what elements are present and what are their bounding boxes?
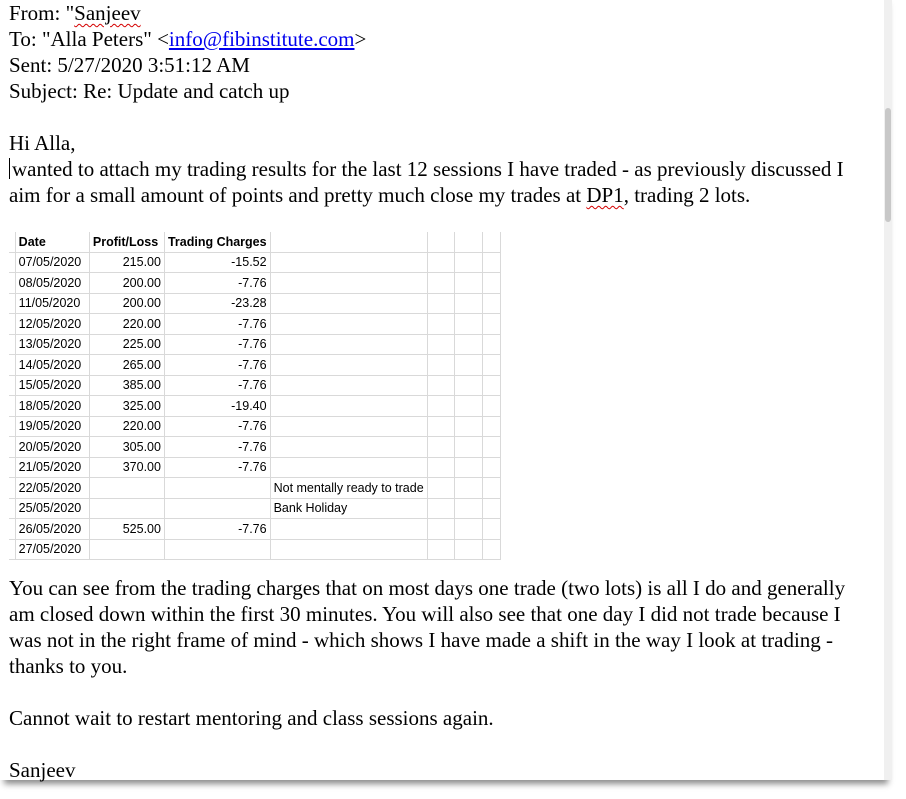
table-row	[9, 273, 501, 294]
cell-profit-loss: 325.00	[89, 396, 164, 417]
table-row	[9, 478, 501, 499]
cell-trading-charges: -7.76	[164, 375, 270, 396]
intro-text-b: , trading 2 lots.	[623, 183, 751, 207]
cell-note	[270, 416, 427, 437]
cell-profit-loss: 220.00	[89, 314, 164, 335]
from-line	[9, 0, 874, 26]
greeting: Hi Alla,	[9, 131, 76, 155]
cell-profit-loss: 305.00	[89, 437, 164, 458]
cell-date: 08/05/2020	[15, 273, 89, 294]
signature: Sanjeev	[9, 758, 76, 782]
table-row	[9, 375, 501, 396]
cell-date: 22/05/2020	[15, 478, 89, 499]
cell-note	[270, 293, 427, 314]
cell-trading-charges: -19.40	[164, 396, 270, 417]
header-trading-charges: Trading Charges	[164, 232, 270, 252]
sent-line: Sent: 5/27/2020 3:51:12 AM	[9, 53, 250, 77]
cell-date: 18/05/2020	[15, 396, 89, 417]
cell-note	[270, 519, 427, 540]
scrollbar-thumb[interactable]	[885, 108, 891, 222]
cell-trading-charges	[164, 539, 270, 560]
cell-trading-charges: -23.28	[164, 293, 270, 314]
table-header-row	[9, 232, 501, 252]
table-row	[9, 457, 501, 478]
cell-note	[270, 314, 427, 335]
table-row	[9, 334, 501, 355]
table-row	[9, 314, 501, 335]
intro-paragraph[interactable]	[9, 156, 874, 208]
cell-trading-charges	[164, 478, 270, 499]
cell-date: 26/05/2020	[15, 519, 89, 540]
cell-date: 11/05/2020	[15, 293, 89, 314]
cell-note	[270, 273, 427, 294]
cell-date: 19/05/2020	[15, 416, 89, 437]
email-body-continued	[9, 575, 874, 783]
cell-profit-loss: 370.00	[89, 457, 164, 478]
table-row	[9, 437, 501, 458]
text-caret	[9, 158, 10, 179]
cell-profit-loss	[89, 539, 164, 560]
vertical-scrollbar[interactable]	[884, 0, 892, 780]
header-date: Date	[15, 232, 89, 252]
cell-date: 25/05/2020	[15, 498, 89, 519]
cell-trading-charges: -7.76	[164, 457, 270, 478]
trading-results-sheet	[9, 232, 501, 557]
cell-trading-charges: -7.76	[164, 334, 270, 355]
to-email-link[interactable]: info@fibinstitute.com	[168, 27, 355, 51]
cell-trading-charges: -15.52	[164, 252, 270, 273]
paragraph-mentoring: Cannot wait to restart mentoring and class sessions again.	[9, 706, 494, 730]
cell-date: 15/05/2020	[15, 375, 89, 396]
table-row	[9, 498, 501, 519]
cell-profit-loss: 225.00	[89, 334, 164, 355]
cell-note	[270, 437, 427, 458]
cell-note	[270, 396, 427, 417]
cell-profit-loss	[89, 498, 164, 519]
trading-results-table	[9, 232, 501, 560]
cell-profit-loss: 220.00	[89, 416, 164, 437]
cell-profit-loss: 215.00	[89, 252, 164, 273]
cell-trading-charges: -7.76	[164, 314, 270, 335]
cell-note	[270, 539, 427, 560]
cell-trading-charges: -7.76	[164, 437, 270, 458]
subject-line: Subject: Re: Update and catch up	[9, 79, 290, 103]
paragraph-charges: You can see from the trading charges that on most days one trade (two lots) is all I do and generally am closed down within the first 30 minutes. You will also see that one day I did not trade because I was not in the right frame of mind - which shows I have made a shift in the way I look at trading - thanks to you.	[9, 576, 846, 678]
cell-note	[270, 334, 427, 355]
cell-note	[270, 457, 427, 478]
cell-note: Bank Holiday	[270, 498, 427, 519]
header-profit-loss: Profit/Loss	[89, 232, 164, 252]
cell-profit-loss: 200.00	[89, 273, 164, 294]
cell-trading-charges: -7.76	[164, 273, 270, 294]
cell-profit-loss: 525.00	[89, 519, 164, 540]
cell-note	[270, 375, 427, 396]
cell-trading-charges	[164, 498, 270, 519]
intro-dp: DP1	[586, 183, 624, 207]
cell-date: 20/05/2020	[15, 437, 89, 458]
cell-note	[270, 355, 427, 376]
to-suffix: >	[354, 27, 367, 51]
table-row	[9, 293, 501, 314]
table-row	[9, 519, 501, 540]
cell-profit-loss: 200.00	[89, 293, 164, 314]
cell-date: 27/05/2020	[15, 539, 89, 560]
table-row	[9, 396, 501, 417]
cell-profit-loss: 265.00	[89, 355, 164, 376]
from-label: From: "	[9, 1, 75, 25]
cell-trading-charges: -7.76	[164, 416, 270, 437]
cell-note: Not mentally ready to trade	[270, 478, 427, 499]
table-row	[9, 252, 501, 273]
cell-profit-loss	[89, 478, 164, 499]
email-body	[9, 0, 874, 208]
table-row	[9, 355, 501, 376]
cell-date: 07/05/2020	[15, 252, 89, 273]
cell-note	[270, 252, 427, 273]
cell-date: 21/05/2020	[15, 457, 89, 478]
cell-trading-charges: -7.76	[164, 519, 270, 540]
cell-date: 14/05/2020	[15, 355, 89, 376]
from-name: Sanjeev	[74, 1, 141, 25]
table-row	[9, 416, 501, 437]
table-row	[9, 539, 501, 560]
intro-text-a: wanted to attach my trading results for the last 12 sessions I have traded - as previously discussed I aim for a small amount of points and pretty much close my trades at	[9, 157, 844, 207]
cell-date: 13/05/2020	[15, 334, 89, 355]
cell-date: 12/05/2020	[15, 314, 89, 335]
to-label: To: "Alla Peters" <	[9, 27, 169, 51]
cell-profit-loss: 385.00	[89, 375, 164, 396]
to-line	[9, 26, 874, 52]
cell-trading-charges: -7.76	[164, 355, 270, 376]
